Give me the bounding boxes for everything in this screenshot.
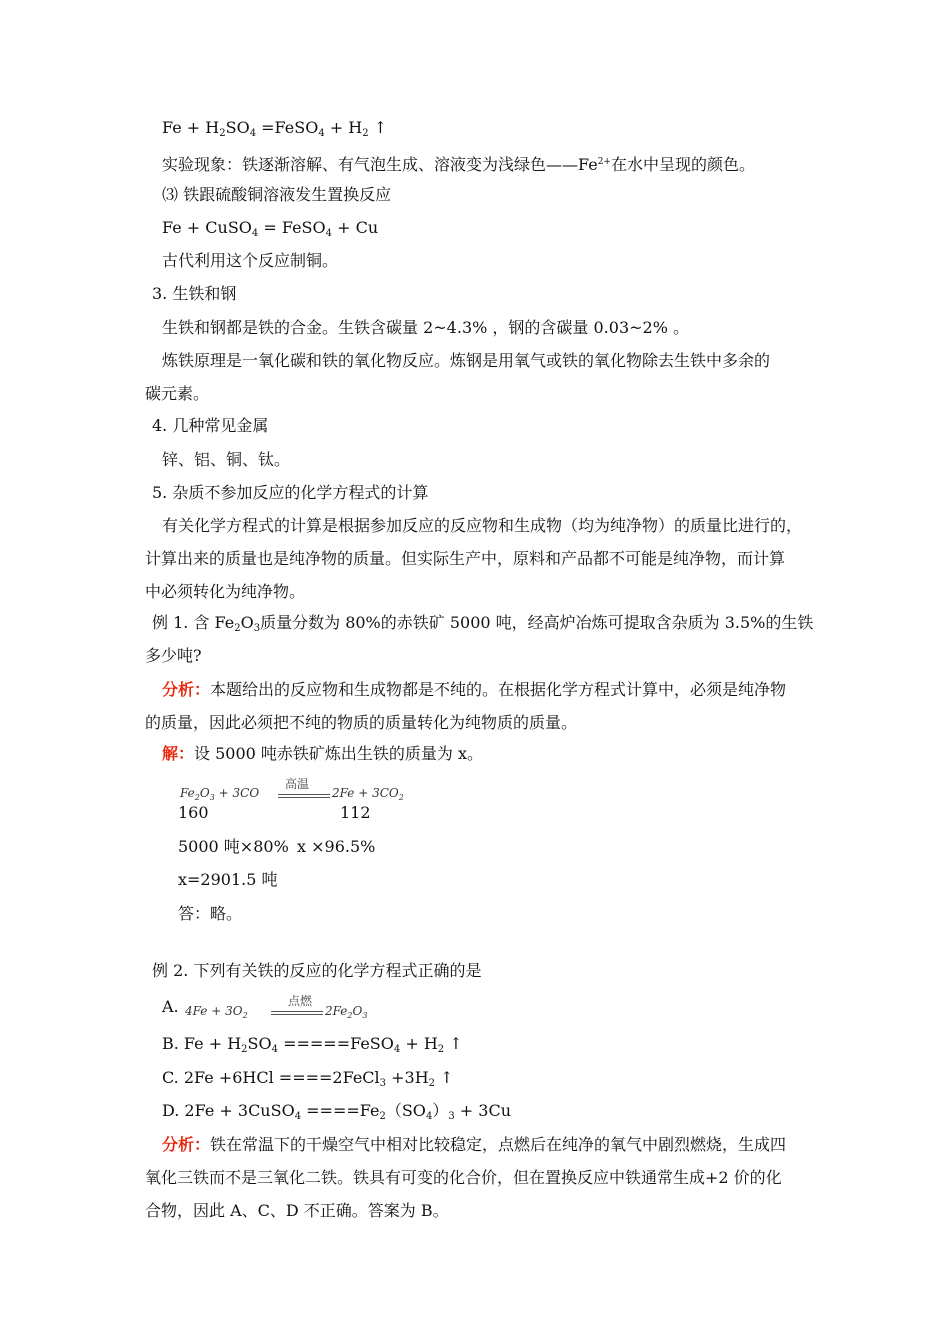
example-2: 例 2. 下列有关铁的反应的化学方程式正确的是 xyxy=(152,961,482,980)
mass-ratio-value: 112 xyxy=(340,803,371,822)
paragraph: 锌、铝、铜、钛。 xyxy=(162,450,291,469)
section-heading: 4. 几种常见金属 xyxy=(152,416,269,435)
option-d: D. 2Fe + 3CuSO$_4$ $====Fe_2(SO_4)_3 + 3Cu$ xyxy=(162,1101,512,1122)
equation-fe-cuso4: Fe + CuSO$_4$ = FeSO$_4$ + Cu xyxy=(162,218,379,239)
section-heading: 3. 生铁和钢 xyxy=(152,284,237,303)
paragraph: 的质量，因此必须把不纯的物质的质量转化为纯物质的质量。 xyxy=(145,713,578,732)
section-heading: 5. 杂质不参加反应的化学方程式的计算 xyxy=(152,483,429,502)
analysis-2: 分析：铁在常温下的干燥空气中相对比较稳定，点燃后在纯净的氧气中剧烈燃烧，生成四 xyxy=(162,1135,787,1154)
paragraph: 古代利用这个反应制铜。 xyxy=(162,251,339,270)
mass-ratio-value: 160 xyxy=(178,803,209,822)
option-b: B. $Fe + H_2SO_4$ =====FeSO$_4$ + $H_2$ ↑ xyxy=(162,1034,463,1055)
experiment-phenomenon: 实验现象：铁逐渐溶解、有气泡生成、溶液变为浅绿色$——Fe^{2+}$在水中呈现的颜色。 xyxy=(162,155,755,174)
example-1: 例 1. 含 $Fe_2O_3$质量分数为 80%的赤铁矿 5000 吨，经高炉冶炼可提取含杂质为 3.5%的生铁 xyxy=(152,613,814,634)
paragraph: 氧化三铁而不是三氧化二铁。铁具有可变的化合价，但在置换反应中铁通常生成+2 价的化 xyxy=(145,1168,782,1187)
paragraph: 炼铁原理是一氧化碳和铁的氧化物反应。炼钢是用氧气或铁的氧化物除去生铁中多余的 xyxy=(162,351,771,370)
paragraph: 中必须转化为纯净物。 xyxy=(145,582,306,601)
equation-fe-h2so4: $Fe + H_2SO_4$ =FeSO$_4$ + $H_2$ ↑ xyxy=(162,118,388,139)
option-c: C. 2Fe +6HCl ====2FeCl$_3$ $+3H_2$ ↑ xyxy=(162,1068,454,1089)
paragraph: 生铁和钢都是铁的合金。生铁含碳量 2~4.3% ，钢的含碳量 0.03~2% 。 xyxy=(162,318,689,337)
mass-value: x ×96.5% xyxy=(297,837,376,856)
analysis-1: 分析：本题给出的反应物和生成物都是不纯的。在根据化学方程式计算中，必须是纯净物 xyxy=(162,680,787,699)
paragraph: 合物，因此 A、C、D 不正确。答案为 B。 xyxy=(145,1201,449,1220)
answer: 答：略。 xyxy=(178,904,243,923)
paragraph: 计算出来的质量也是纯净物的质量。但实际生产中，原料和产品都不可能是纯净物，而计算 xyxy=(145,549,786,568)
paragraph: 碳元素。 xyxy=(145,384,210,403)
paragraph: ⑶ 铁跟硫酸铜溶液发生置换反应 xyxy=(162,185,392,204)
paragraph: 多少吨? xyxy=(145,646,202,665)
paragraph: 有关化学方程式的计算是根据参加反应的反应物和生成物（均为纯净物）的质量比进行的， xyxy=(162,516,803,535)
solution-1: 解：设 5000 吨赤铁矿炼出生铁的质量为 x。 xyxy=(162,744,484,763)
result: x=2901.5 吨 xyxy=(178,870,278,889)
mass-value: 5000 吨×80% xyxy=(178,837,289,856)
